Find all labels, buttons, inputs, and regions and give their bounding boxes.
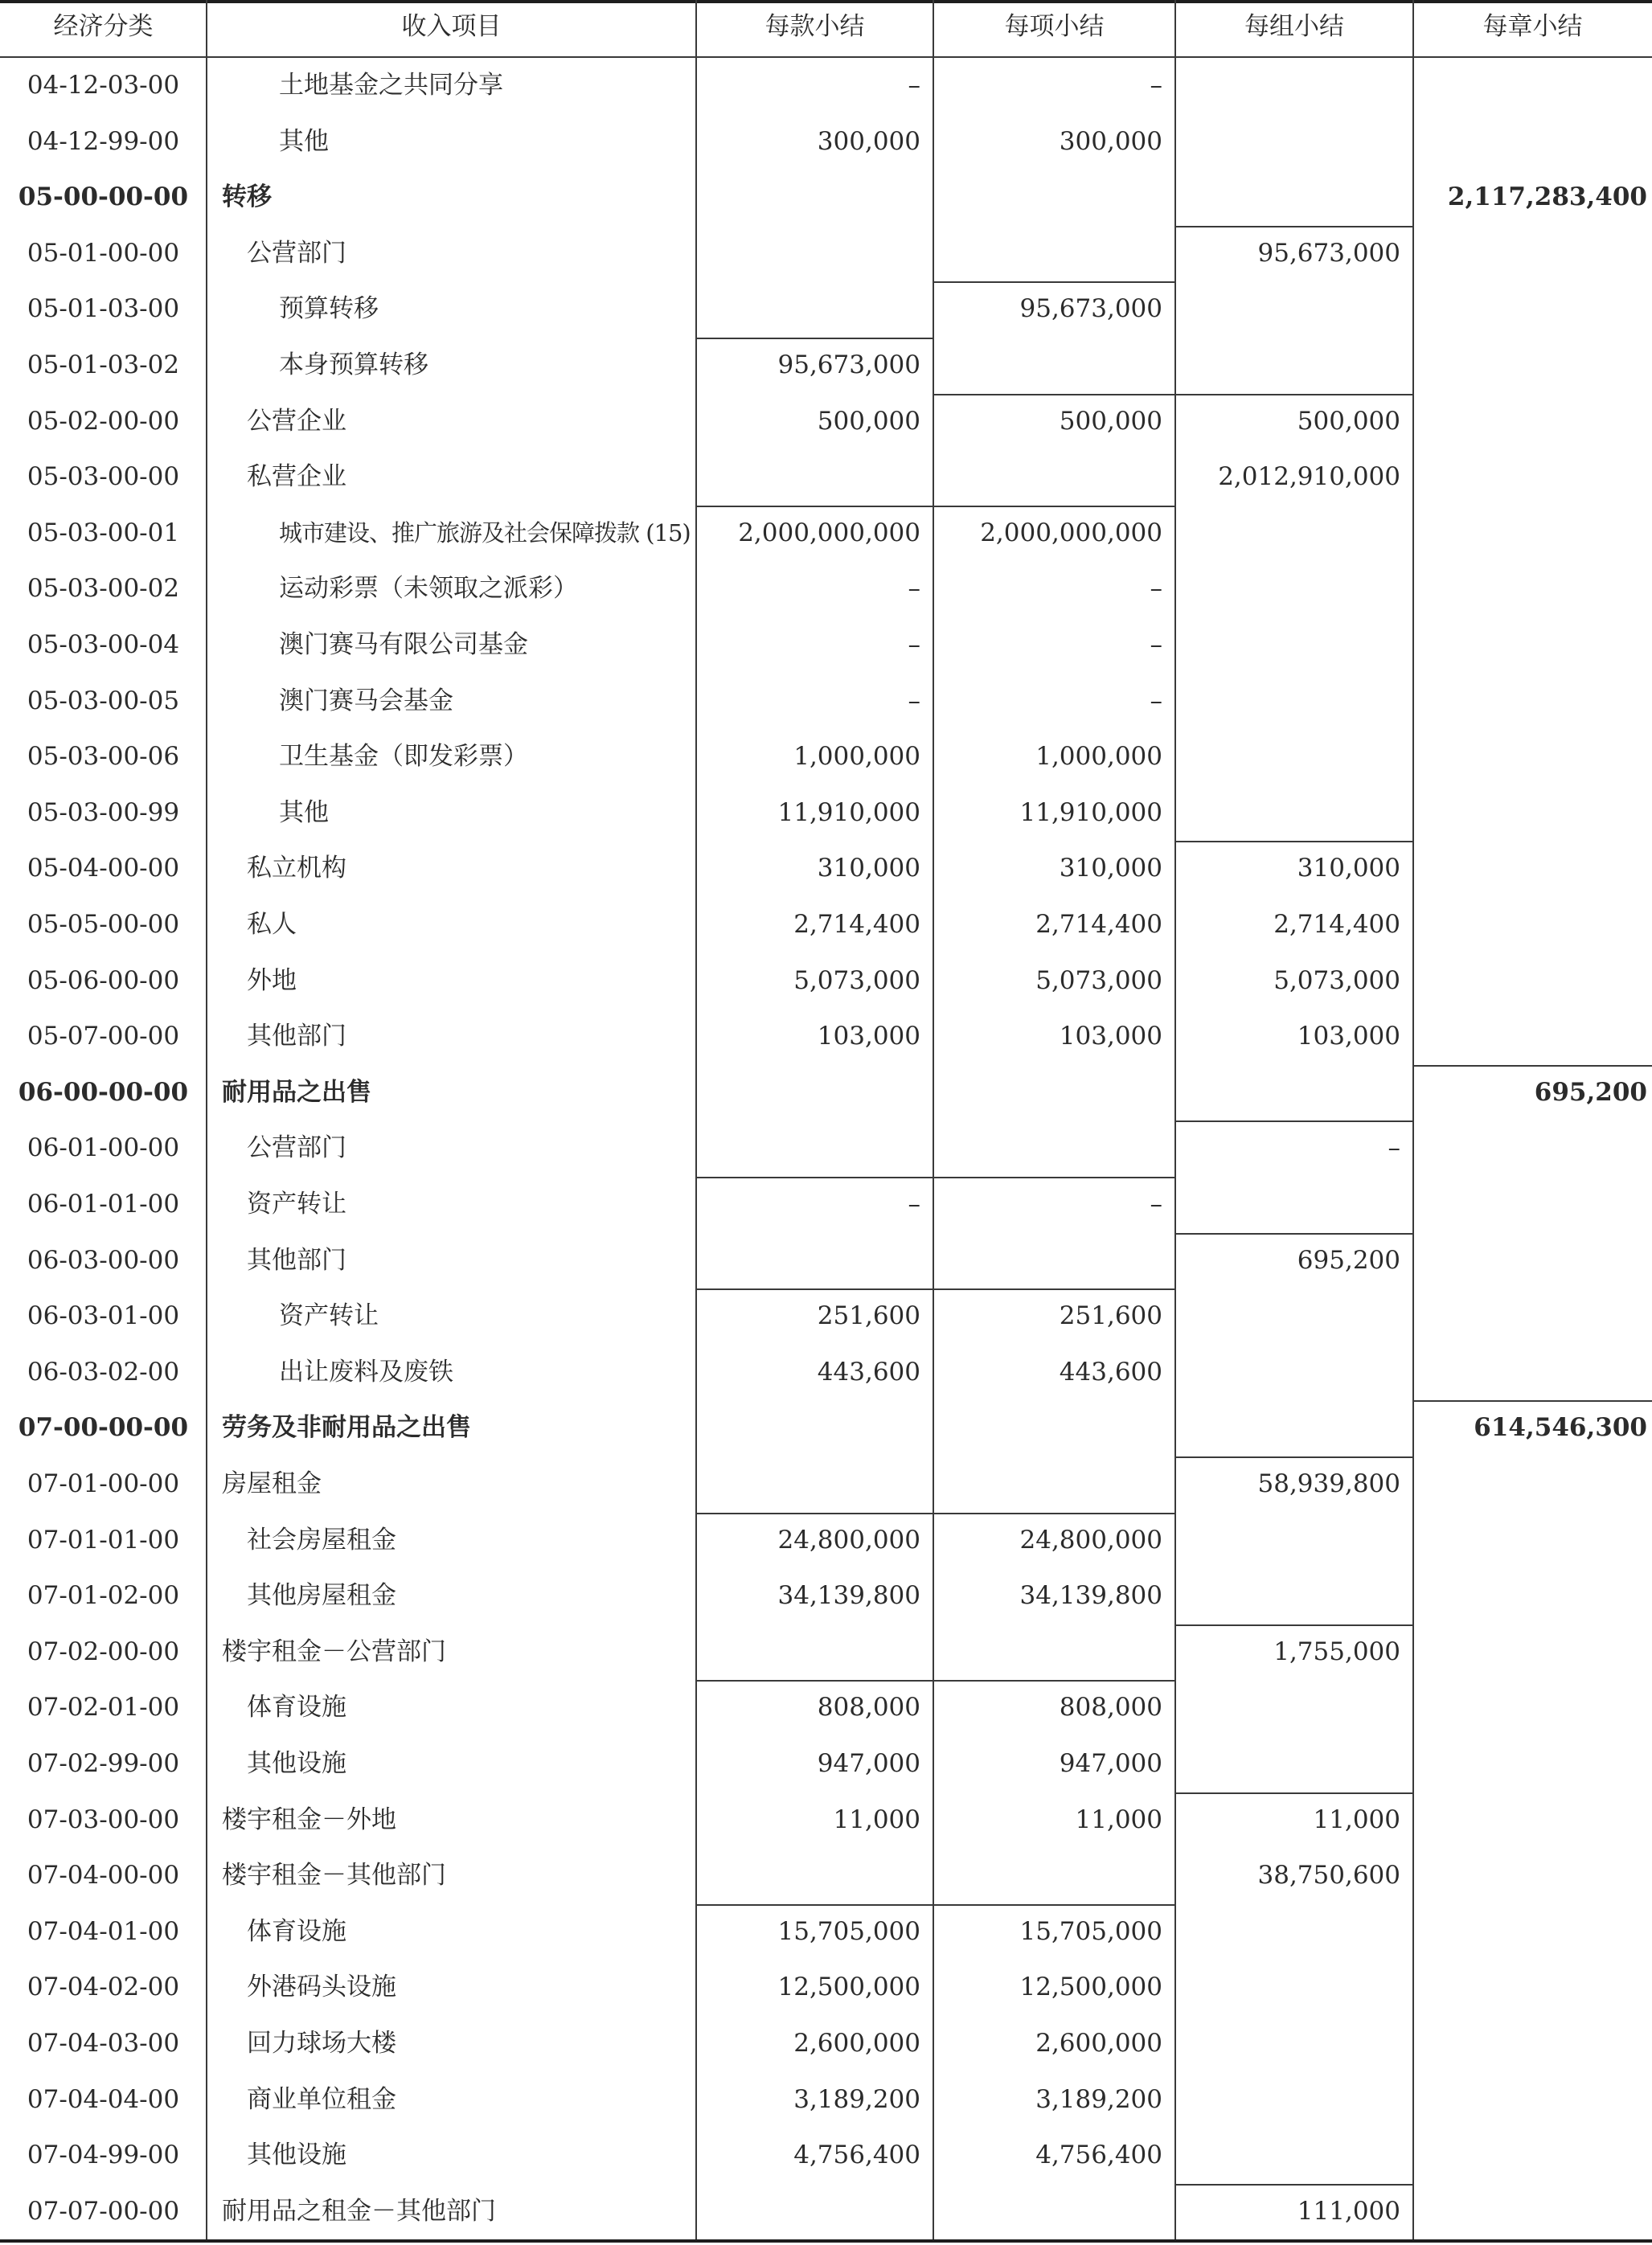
row-kuan [696, 281, 920, 338]
rule-horizontal [933, 1904, 1175, 1906]
row-xiang: 2,714,400 [1035, 910, 1162, 939]
row-kuan: 103,000 [817, 1022, 920, 1051]
row-item: 楼宇租金－外地 [222, 1805, 396, 1834]
rule-horizontal [0, 56, 1652, 58]
row-zhang [1413, 729, 1647, 785]
row-zu: 58,939,800 [1257, 1469, 1400, 1498]
rule-horizontal [1413, 1400, 1652, 1402]
row-code: 04-12-03-00 [27, 71, 180, 100]
rule-horizontal [1175, 2184, 1413, 2186]
row-xiang: 300,000 [1059, 126, 1162, 156]
row-kuan: 34,139,800 [777, 1581, 920, 1611]
row-kuan: – [908, 574, 920, 604]
row-xiang [933, 449, 1162, 506]
row-zu: 695,200 [1297, 1245, 1400, 1275]
row-xiang: – [1150, 574, 1162, 604]
header-xiang: 每项小结 [1004, 12, 1105, 41]
row-zu [1175, 114, 1400, 170]
row-item: 其他部门 [247, 1022, 346, 1051]
row-zu [1175, 281, 1400, 338]
row-code: 05-00-00-00 [18, 182, 189, 212]
row-kuan [696, 1400, 920, 1456]
row-code: 05-03-00-04 [27, 630, 180, 659]
row-kuan: 11,910,000 [777, 797, 920, 827]
row-xiang: 11,000 [1075, 1805, 1162, 1834]
row-zhang [1413, 394, 1647, 450]
row-zu: 2,012,910,000 [1218, 462, 1400, 492]
row-kuan [696, 2184, 920, 2240]
row-zu [1175, 1904, 1400, 1960]
row-kuan [696, 1624, 920, 1681]
row-xiang: 11,910,000 [1019, 797, 1162, 827]
rule-horizontal [933, 394, 1175, 395]
row-zhang [1413, 617, 1647, 674]
row-xiang: – [1150, 630, 1162, 659]
row-zhang [1413, 1848, 1647, 1904]
row-code: 05-02-00-00 [27, 406, 180, 436]
row-kuan: 443,600 [817, 1357, 920, 1387]
row-zhang [1413, 674, 1647, 730]
rule-horizontal [696, 1904, 933, 1906]
row-code: 05-03-00-06 [27, 742, 180, 772]
row-zu [1175, 617, 1400, 674]
row-zhang [1413, 114, 1647, 170]
row-item: 公营部门 [247, 1133, 346, 1163]
row-xiang: 5,073,000 [1035, 965, 1162, 995]
row-code: 04-12-99-00 [27, 126, 180, 156]
row-zhang [1413, 897, 1647, 953]
row-kuan: 808,000 [817, 1693, 920, 1723]
row-kuan: 2,600,000 [793, 2029, 920, 2058]
row-xiang [933, 338, 1162, 394]
rule-vertical [1412, 0, 1414, 2239]
row-code: 07-02-01-00 [27, 1693, 180, 1723]
row-code: 06-01-00-00 [27, 1133, 180, 1163]
rule-horizontal [933, 1288, 1175, 1290]
row-code: 07-01-00-00 [27, 1469, 180, 1498]
row-code: 07-04-99-00 [27, 2141, 180, 2170]
row-item: 澳门赛马会基金 [279, 686, 453, 715]
row-item: 商业单位租金 [247, 2084, 396, 2114]
row-zu: 11,000 [1313, 1805, 1400, 1834]
row-code: 05-01-03-02 [27, 350, 180, 379]
row-code: 05-01-03-00 [27, 294, 180, 324]
row-item: 预算转移 [279, 294, 379, 324]
row-zhang [1413, 506, 1647, 562]
row-kuan: 2,714,400 [793, 910, 920, 939]
row-kuan [696, 1233, 920, 1289]
row-zhang [1413, 2072, 1647, 2128]
row-code: 07-01-01-00 [27, 1525, 180, 1555]
row-xiang: 4,756,400 [1035, 2141, 1162, 2170]
row-code: 05-01-00-00 [27, 238, 180, 268]
row-xiang: – [1150, 1190, 1162, 1219]
row-zhang [1413, 1120, 1647, 1177]
row-xiang [933, 1624, 1162, 1681]
row-code: 07-03-00-00 [27, 1805, 180, 1834]
row-xiang: 500,000 [1059, 406, 1162, 436]
row-xiang: – [1150, 71, 1162, 100]
row-xiang: 310,000 [1059, 854, 1162, 883]
row-kuan: 24,800,000 [777, 1525, 920, 1555]
row-kuan: – [908, 1190, 920, 1219]
row-kuan: 15,705,000 [777, 1916, 920, 1946]
row-item: 社会房屋租金 [247, 1525, 396, 1555]
row-xiang: 95,673,000 [1019, 294, 1162, 324]
row-zu [1175, 1065, 1400, 1121]
row-kuan: 12,500,000 [777, 1973, 920, 2002]
row-code: 06-00-00-00 [18, 1077, 189, 1107]
row-xiang [933, 1456, 1162, 1513]
row-zhang [1413, 1568, 1647, 1624]
rule-horizontal [696, 1680, 933, 1682]
row-kuan [696, 170, 920, 226]
row-zu: 500,000 [1297, 406, 1400, 436]
row-item: 出让废料及废铁 [279, 1357, 453, 1387]
row-item: 私立机构 [247, 854, 346, 883]
row-code: 07-00-00-00 [18, 1413, 189, 1443]
row-zhang [1413, 1009, 1647, 1065]
row-code: 06-03-00-00 [27, 1245, 180, 1275]
row-xiang: 947,000 [1059, 1749, 1162, 1778]
row-kuan: – [908, 686, 920, 715]
row-code: 07-02-00-00 [27, 1637, 180, 1666]
row-zu: 103,000 [1297, 1022, 1400, 1051]
row-xiang [933, 1233, 1162, 1289]
row-zu: 95,673,000 [1257, 238, 1400, 268]
row-code: 05-05-00-00 [27, 910, 180, 939]
row-zhang [1413, 281, 1647, 338]
row-zhang [1413, 2128, 1647, 2184]
row-zhang [1413, 1624, 1647, 1681]
header-zu: 每组小结 [1244, 12, 1344, 41]
row-zhang [1413, 953, 1647, 1010]
row-zhang [1413, 2016, 1647, 2072]
row-code: 05-03-00-01 [27, 518, 180, 547]
row-zhang [1413, 2184, 1647, 2240]
row-zhang [1413, 1177, 1647, 1233]
header-item: 收入项目 [401, 12, 502, 41]
row-xiang [933, 226, 1162, 282]
row-item: 资产转让 [247, 1190, 346, 1219]
row-item: 其他设施 [247, 1749, 346, 1778]
row-zhang [1413, 1680, 1647, 1736]
row-kuan: – [908, 71, 920, 100]
header-kuan: 每款小结 [765, 12, 865, 41]
row-kuan: 4,756,400 [793, 2141, 920, 2170]
row-xiang: 24,800,000 [1019, 1525, 1162, 1555]
row-zhang [1413, 226, 1647, 282]
row-zhang [1413, 58, 1647, 114]
row-item: 外地 [247, 965, 297, 995]
row-code: 05-04-00-00 [27, 854, 180, 883]
row-item: 体育设施 [247, 1693, 346, 1723]
row-kuan: 947,000 [817, 1749, 920, 1778]
rule-horizontal [1175, 226, 1413, 227]
rule-horizontal [1175, 841, 1413, 842]
row-zu [1175, 1177, 1400, 1233]
rule-horizontal [696, 338, 933, 339]
row-code: 05-07-00-00 [27, 1022, 180, 1051]
row-zhang [1413, 1345, 1647, 1401]
row-zhang [1413, 1233, 1647, 1289]
rule-horizontal [696, 1513, 933, 1514]
row-kuan: 2,000,000,000 [738, 518, 920, 547]
row-xiang [933, 1120, 1162, 1177]
row-zhang [1413, 1736, 1647, 1792]
row-code: 05-03-00-05 [27, 686, 180, 715]
row-zu [1175, 2016, 1400, 2072]
row-zhang: 695,200 [1534, 1077, 1647, 1107]
rule-horizontal [696, 1288, 933, 1290]
row-xiang: 34,139,800 [1019, 1581, 1162, 1611]
rule-horizontal [933, 281, 1175, 283]
row-item: 楼宇租金－其他部门 [222, 1861, 446, 1891]
row-zu [1175, 1568, 1400, 1624]
row-item: 耐用品之租金－其他部门 [222, 2196, 496, 2226]
rule-horizontal [933, 1177, 1175, 1178]
row-xiang: 12,500,000 [1019, 1973, 1162, 2002]
rule-horizontal [1175, 394, 1413, 395]
row-item: 劳务及非耐用品之出售 [222, 1413, 471, 1443]
row-item: 公营企业 [247, 406, 346, 436]
rule-horizontal [696, 1177, 933, 1178]
header-code: 经济分类 [53, 12, 154, 41]
row-zhang [1413, 1960, 1647, 2016]
row-kuan: 1,000,000 [793, 742, 920, 772]
row-zu: 310,000 [1297, 854, 1400, 883]
row-kuan [696, 1456, 920, 1513]
row-code: 06-03-01-00 [27, 1301, 180, 1331]
row-code: 07-04-00-00 [27, 1861, 180, 1891]
row-item: 土地基金之共同分享 [279, 71, 503, 100]
rule-horizontal [0, 2239, 1652, 2243]
row-item: 其他房屋租金 [247, 1581, 396, 1611]
row-zhang [1413, 449, 1647, 506]
row-zu [1175, 1345, 1400, 1401]
row-kuan: 251,600 [817, 1301, 920, 1331]
row-kuan [696, 449, 920, 506]
row-xiang [933, 1065, 1162, 1121]
row-kuan [696, 1120, 920, 1177]
rule-horizontal [1175, 1624, 1413, 1626]
row-zu [1175, 785, 1400, 842]
row-item: 外港码头设施 [247, 1973, 396, 2002]
row-zu: 5,073,000 [1273, 965, 1400, 995]
row-item: 私人 [247, 910, 297, 939]
row-zhang [1413, 1904, 1647, 1960]
row-item: 私营企业 [247, 462, 346, 492]
row-xiang: 2,600,000 [1035, 2029, 1162, 2058]
row-item: 转移 [222, 182, 272, 212]
row-zu [1175, 58, 1400, 114]
row-xiang [933, 2184, 1162, 2240]
row-zhang: 2,117,283,400 [1447, 182, 1647, 212]
row-code: 06-03-02-00 [27, 1357, 180, 1387]
row-kuan: 5,073,000 [793, 965, 920, 995]
row-zu [1175, 674, 1400, 730]
rule-horizontal [933, 1513, 1175, 1514]
row-zhang [1413, 561, 1647, 617]
rule-horizontal [1413, 1065, 1652, 1067]
row-code: 05-03-00-99 [27, 797, 180, 827]
row-xiang: 2,000,000,000 [980, 518, 1162, 547]
row-zhang [1413, 1513, 1647, 1569]
row-item: 房屋租金 [222, 1469, 322, 1498]
row-zu [1175, 2128, 1400, 2184]
row-item: 其他 [279, 126, 329, 156]
row-kuan: 3,189,200 [793, 2084, 920, 2114]
row-code: 07-07-00-00 [27, 2196, 180, 2226]
row-zu [1175, 2072, 1400, 2128]
header-zhang: 每章小结 [1482, 12, 1583, 41]
rule-horizontal [1175, 1792, 1413, 1794]
row-xiang [933, 1400, 1162, 1456]
rule-horizontal [933, 1680, 1175, 1682]
row-item: 卫生基金（即发彩票） [279, 742, 528, 772]
row-item: 公营部门 [247, 238, 346, 268]
row-zu: 38,750,600 [1257, 1861, 1400, 1891]
row-item: 澳门赛马有限公司基金 [279, 630, 528, 659]
row-code: 05-03-00-00 [27, 462, 180, 492]
row-xiang: 3,189,200 [1035, 2084, 1162, 2114]
row-code: 07-02-99-00 [27, 1749, 180, 1778]
row-zu [1175, 338, 1400, 394]
row-zhang [1413, 1792, 1647, 1849]
row-xiang: 251,600 [1059, 1301, 1162, 1331]
row-zu: 2,714,400 [1273, 910, 1400, 939]
row-zu [1175, 729, 1400, 785]
row-zu: 1,755,000 [1273, 1637, 1400, 1666]
row-zu [1175, 561, 1400, 617]
row-item: 其他 [279, 797, 329, 827]
row-code: 05-03-00-02 [27, 574, 180, 604]
row-item: 体育设施 [247, 1916, 346, 1946]
row-item: 回力球场大楼 [247, 2029, 396, 2058]
rule-horizontal [1175, 1456, 1413, 1458]
row-xiang: 103,000 [1059, 1022, 1162, 1051]
row-kuan [696, 226, 920, 282]
row-zu [1175, 1960, 1400, 2016]
row-item: 楼宇租金－公营部门 [222, 1637, 446, 1666]
row-xiang: 443,600 [1059, 1357, 1162, 1387]
rule-vertical [206, 0, 207, 2239]
row-code: 07-04-01-00 [27, 1916, 180, 1946]
row-code: 07-01-02-00 [27, 1581, 180, 1611]
row-item: 其他设施 [247, 2141, 346, 2170]
row-kuan: 11,000 [833, 1805, 920, 1834]
row-item: 本身预算转移 [279, 350, 428, 379]
row-kuan: 500,000 [817, 406, 920, 436]
row-item: 资产转让 [279, 1301, 379, 1331]
row-zhang [1413, 785, 1647, 842]
row-zu: – [1388, 1133, 1400, 1163]
row-item: 城市建设、推广旅游及社会保障拨款 (15) [279, 518, 691, 547]
row-xiang [933, 170, 1162, 226]
row-kuan: 300,000 [817, 126, 920, 156]
row-item: 耐用品之出售 [222, 1077, 371, 1107]
row-xiang [933, 1848, 1162, 1904]
row-zu [1175, 1680, 1400, 1736]
row-zhang [1413, 338, 1647, 394]
row-kuan [696, 1848, 920, 1904]
row-zhang [1413, 841, 1647, 897]
row-zu [1175, 1513, 1400, 1569]
row-zhang [1413, 1456, 1647, 1513]
row-zu: 111,000 [1297, 2196, 1400, 2226]
row-xiang: 808,000 [1059, 1693, 1162, 1723]
row-kuan [696, 1065, 920, 1121]
row-kuan: – [908, 630, 920, 659]
row-code: 05-06-00-00 [27, 965, 180, 995]
rule-horizontal [0, 0, 1652, 3]
row-xiang: – [1150, 686, 1162, 715]
row-zu [1175, 506, 1400, 562]
row-code: 07-04-02-00 [27, 1973, 180, 2002]
row-item: 其他部门 [247, 1245, 346, 1275]
row-xiang: 15,705,000 [1019, 1916, 1162, 1946]
rule-horizontal [696, 506, 933, 507]
row-zu [1175, 1736, 1400, 1792]
row-zu [1175, 1400, 1400, 1456]
rule-horizontal [1175, 1233, 1413, 1235]
row-zhang: 614,546,300 [1474, 1413, 1647, 1443]
row-code: 06-01-01-00 [27, 1190, 180, 1219]
row-xiang: 1,000,000 [1035, 742, 1162, 772]
row-zhang [1413, 1288, 1647, 1345]
row-kuan: 95,673,000 [777, 350, 920, 379]
rule-horizontal [1175, 1120, 1413, 1122]
row-item: 运动彩票（未领取之派彩） [279, 574, 578, 604]
row-kuan: 310,000 [817, 854, 920, 883]
row-zu [1175, 1288, 1400, 1345]
row-zu [1175, 170, 1400, 226]
rule-horizontal [933, 506, 1175, 507]
row-code: 07-04-03-00 [27, 2029, 180, 2058]
row-code: 07-04-04-00 [27, 2084, 180, 2114]
